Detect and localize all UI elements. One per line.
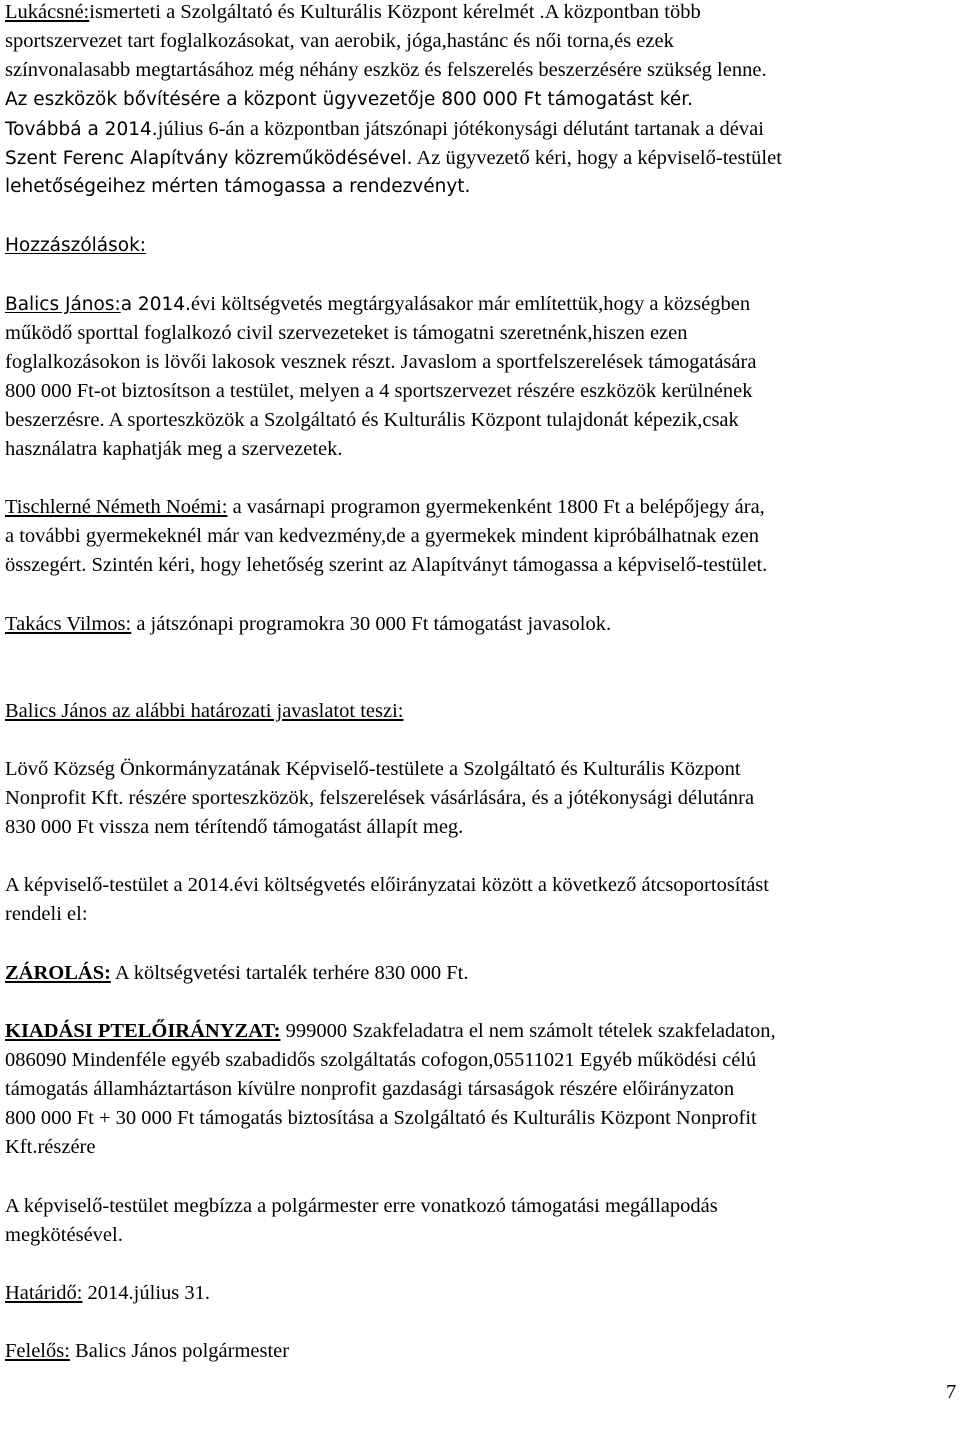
felelos-label: Felelős: <box>5 1340 70 1362</box>
kiadasi-label: KIADÁSI PTELŐIRÁNYZAT: <box>5 1020 281 1042</box>
p1-line-2: sportszervezet tart foglalkozásokat, van aerobik, jóga,hastánc és női torna,és ezek <box>5 30 674 52</box>
p3-line-3: összegért. Szintén kéri, hogy lehetőség szerint az Alapítványt támogassa a képviselő-testület. <box>5 554 768 576</box>
p1-line-6b: Az ügyvezető kéri, hogy a képviselő-testület <box>412 147 782 169</box>
p1-line-6a: Szent Ferenc Alapítvány közreműködésével. <box>5 148 413 169</box>
p1-line-6 <box>5 146 782 171</box>
felelos-value: Balics János polgármester <box>69 1340 290 1362</box>
kiadasi-line-4: 800 000 Ft + 30 000 Ft támogatás biztosítása a Szolgáltató és Kulturális Központ Nonprofit <box>5 1107 757 1129</box>
p6-line-2: rendeli el: <box>5 903 88 925</box>
p1-line-3: színvonalasabb megtartásához még néhány eszköz és felszerelés beszerzésére szükség lenne. <box>5 59 767 81</box>
p2-line-4: 800 000 Ft-ot biztosítson a testület, melyen a 4 sportszervezet részére eszközök kerülnének <box>5 380 753 402</box>
section-heading-hozzaszolasok: Hozzászólások: <box>5 235 147 256</box>
zarolas-line <box>5 961 468 985</box>
hatarido-value: 2014.július 31. <box>82 1282 210 1304</box>
speaker-lukacsne: Lukácsné: <box>5 1 90 23</box>
p2-line-1 <box>5 292 750 317</box>
p2-line-1a: a 2014. <box>120 294 191 315</box>
p5-line-2: Nonprofit Kft. részére sporteszközök, felszerelések vásárlására, és a jótékonysági délutánra <box>5 787 755 809</box>
p1-line-5 <box>5 117 764 142</box>
p1-line-1 <box>5 0 701 24</box>
p2-line-6: használatra kaphatják meg a szervezetek. <box>5 438 343 460</box>
kiadasi-line-2: 086090 Mindenféle egyéb szabadidős szolgáltatás cofogon,05511021 Egyéb működési célú <box>5 1049 757 1071</box>
felelos-line <box>5 1339 289 1363</box>
p1-line-7: lehetőségeihez mérten támogassa a rendezvényt. <box>5 176 471 197</box>
p3-line-2: a további gyermekeknél már van kedvezmény,de a gyermekek mindent kipróbálhatnak ezen <box>5 525 760 547</box>
p1-line-5a: Továbbá a 2014. <box>5 119 158 140</box>
speaker-balics: Balics János: <box>5 294 121 315</box>
page-number: 7 <box>946 1381 957 1403</box>
p5-line-1: Lövő Község Önkormányzatának Képviselő-testülete a Szolgáltató és Kulturális Központ <box>5 758 741 780</box>
kiadasi-line-1 <box>5 1019 776 1043</box>
p2-line-5: beszerzésre. A sporteszközök a Szolgáltató és Kulturális Központ tulajdonát képezik,csak <box>5 409 739 431</box>
p1-line-5b: július 6-án a központban játszónapi jótékonysági délutánt tartanak a dévai <box>157 118 764 140</box>
kiadasi-line-5: Kft.részére <box>5 1136 96 1158</box>
zarolas-text: A költségvetési tartalék terhére 830 000 Ft. <box>110 962 469 984</box>
speaker-takacs: Takács Vilmos: <box>5 613 132 635</box>
p7-line-2: megkötésével. <box>5 1224 123 1246</box>
kiadasi-line-3: támogatás államháztartáson kívülre nonprofit gazdasági társaságok részére előirányzaton <box>5 1078 735 1100</box>
proposal-heading: Balics János az alábbi határozati javaslatot teszi: <box>5 700 404 722</box>
p6-line-1: A képviselő-testület a 2014.évi költségvetés előirányzatai között a következő átcsoportosítást <box>5 874 769 896</box>
p2-line-3: foglalkozásokon is lövői lakosok vesznek részt. Javaslom a sportfelszerelések támogatására <box>5 351 757 373</box>
p5-line-3: 830 000 Ft vissza nem térítendő támogatást állapít meg. <box>5 816 464 838</box>
p2-line-2: működő sporttal foglalkozó civil szervezeteket is támogatni szeretnénk,hiszen ezen <box>5 322 688 344</box>
kiadasi-line-1-text: 999000 Szakfeladatra el nem számolt tételek szakfeladaton, <box>280 1020 776 1042</box>
hatarido-line <box>5 1281 210 1305</box>
p2-line-1b: évi költségvetés megtárgyalásakor már említettük,hogy a községben <box>190 293 751 315</box>
p4-line-1 <box>5 612 611 636</box>
p1-line-4: Az eszközök bővítésére a központ ügyvezetője 800 000 Ft támogatást kér. <box>5 89 694 110</box>
p3-line-1 <box>5 495 765 519</box>
p4-line-1-text: a játszónapi programokra 30 000 Ft támogatást javasolok. <box>131 613 612 635</box>
p3-line-1-text: a vasárnapi programon gyermekenként 1800 Ft a belépőjegy ára, <box>227 496 765 518</box>
zarolas-label: ZÁROLÁS: <box>5 962 111 984</box>
p7-line-1: A képviselő-testület megbízza a polgármester erre vonatkozó támogatási megállapodás <box>5 1195 718 1217</box>
hatarido-label: Határidő: <box>5 1282 83 1304</box>
p1-text: ismerteti a Szolgáltató és Kulturális Központ kérelmét .A központban több <box>89 1 701 23</box>
speaker-tischlerne: Tischlerné Németh Noémi: <box>5 496 228 518</box>
